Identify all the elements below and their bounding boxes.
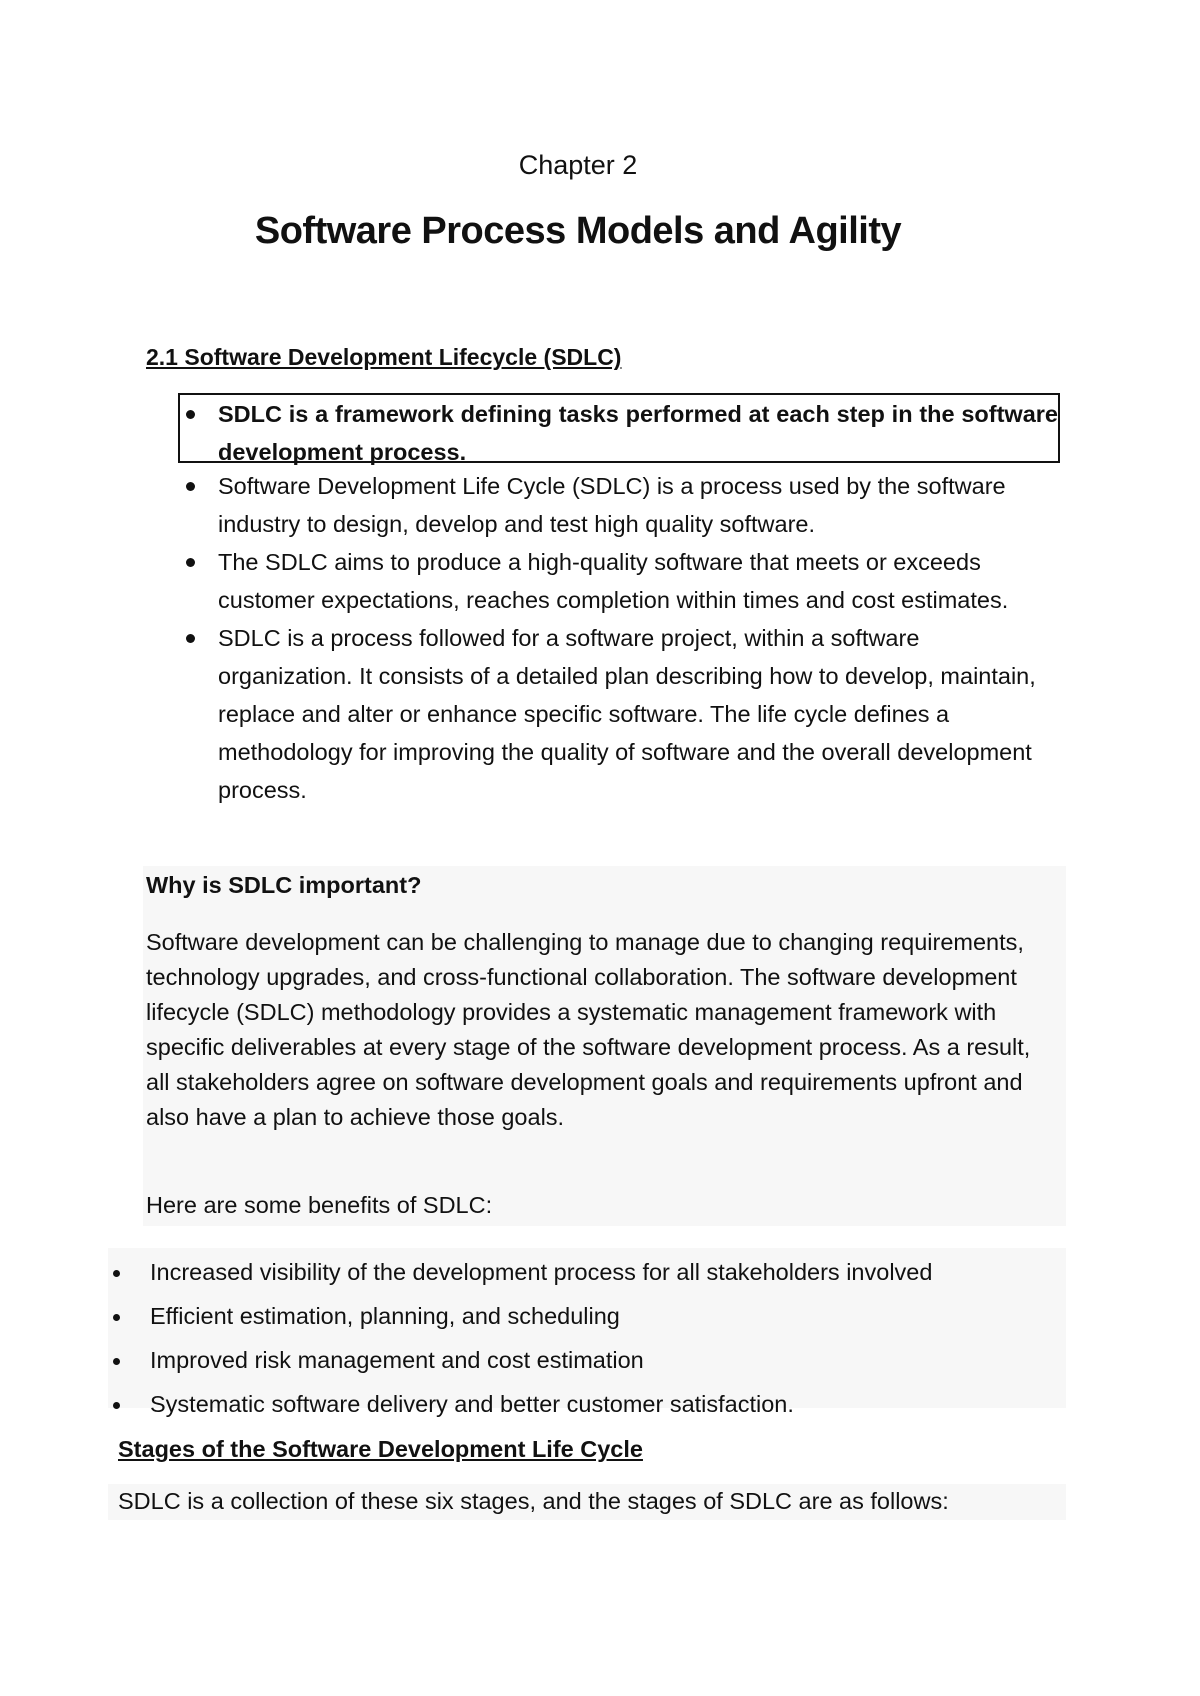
bullet-icon bbox=[186, 482, 195, 491]
benefit-text: Systematic software delivery and better customer satisfaction. bbox=[150, 1391, 794, 1417]
list-item bbox=[178, 467, 1058, 543]
boxed-bullet-text: SDLC is a framework defining tasks performed at each step in the software development process. bbox=[218, 401, 1058, 465]
list-item bbox=[178, 619, 1058, 809]
list-item bbox=[178, 395, 1058, 471]
benefit-text: Efficient estimation, planning, and scheduling bbox=[150, 1303, 620, 1329]
stages-heading: Stages of the Software Development Life Cycle bbox=[118, 1436, 643, 1462]
section-heading: 2.1 Software Development Lifecycle (SDLC) bbox=[146, 344, 622, 370]
sdlc-description-list bbox=[178, 467, 1058, 809]
list-item bbox=[110, 1250, 1060, 1294]
bullet-icon bbox=[113, 1402, 120, 1409]
benefits-list bbox=[110, 1250, 1060, 1426]
bullet-text: The SDLC aims to produce a high-quality software that meets or exceeds customer expectations, reaches completion within times and cost estimates. bbox=[218, 549, 1009, 613]
bullet-icon bbox=[186, 634, 195, 643]
bullet-icon bbox=[113, 1270, 120, 1277]
why-paragraph: Software development can be challenging to manage due to changing requirements, technology upgrades, and cross-functional collaboration. The software development lifecycle (SDLC) methodology provides a systematic management framework with specific deliverables at every stage of the software development process. As a result, all stakeholders agree on software development goals and requirements upfront and also have a plan to achieve those goals. bbox=[146, 929, 1031, 1130]
bullet-icon bbox=[113, 1358, 120, 1365]
list-item bbox=[110, 1382, 1060, 1426]
why-heading: Why is SDLC important? bbox=[146, 872, 422, 898]
bullet-text: Software Development Life Cycle (SDLC) is a process used by the software industry to design, develop and test high quality software. bbox=[218, 473, 1006, 537]
list-item bbox=[110, 1294, 1060, 1338]
chapter-label: Chapter 2 bbox=[518, 150, 638, 180]
benefit-text: Improved risk management and cost estimation bbox=[150, 1347, 644, 1373]
bullet-icon bbox=[113, 1314, 120, 1321]
list-item bbox=[110, 1338, 1060, 1382]
page-title: Software Process Models and Agility bbox=[254, 210, 902, 252]
benefits-intro: Here are some benefits of SDLC: bbox=[146, 1192, 493, 1218]
bullet-icon bbox=[186, 558, 195, 567]
bullet-text: SDLC is a process followed for a software project, within a software organization. It consists of a detailed plan describing how to develop, maintain, replace and alter or enhance specific software. The life cycle defines a methodology for improving the quality of software and the overall development process. bbox=[218, 625, 1036, 803]
sdlc-bullet-list bbox=[178, 395, 1058, 471]
benefit-text: Increased visibility of the development process for all stakeholders involved bbox=[150, 1259, 933, 1285]
bullet-icon bbox=[186, 410, 195, 419]
stages-intro: SDLC is a collection of these six stages, and the stages of SDLC are as follows: bbox=[118, 1488, 949, 1514]
list-item bbox=[178, 543, 1058, 619]
